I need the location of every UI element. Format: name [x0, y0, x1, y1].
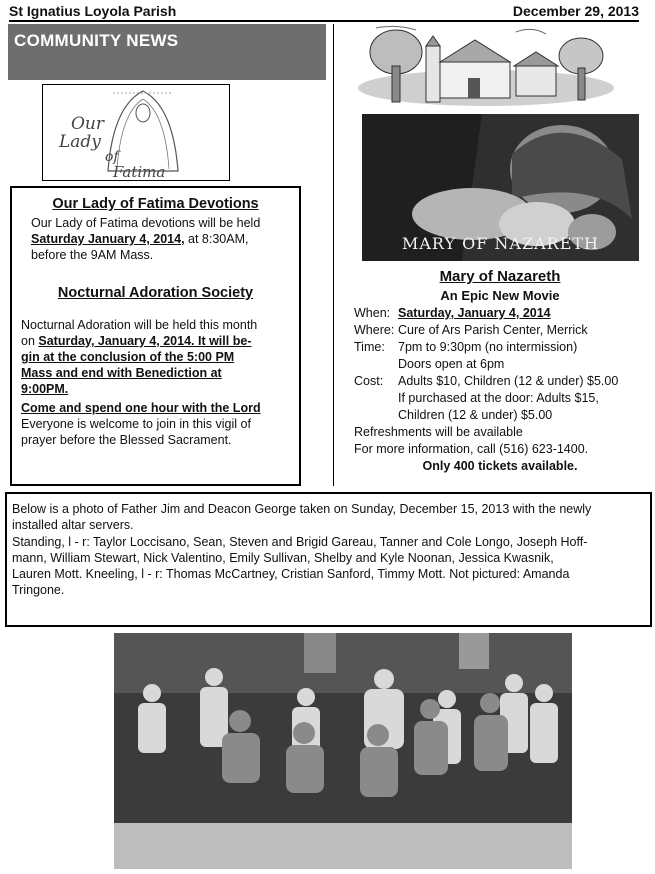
caption-line-1: Below is a photo of Father Jim and Deacon George taken on Sunday, December 15, 2013 with the newly — [12, 502, 592, 516]
when-label: When: — [354, 306, 391, 320]
time-label: Time: — [354, 340, 385, 354]
caption-line-5: Lauren Mott. Kneeling, l - r: Thomas McCartney, Cristian Sanford, Timmy Mott. Not pictured: Amanda — [12, 567, 570, 582]
cost-value-1: Adults $10, Children (12 & under) $5.00 — [398, 374, 619, 388]
movie-image-caption: MARY OF NAZARETH — [401, 234, 600, 253]
refreshments-note: Refreshments will be available — [354, 425, 523, 439]
adoration-line-5: 9:00PM. — [21, 382, 69, 396]
adoration-line-1: Nocturnal Adoration will be held this month — [21, 318, 258, 332]
where-value: Cure of Ars Parish Center, Merrick — [398, 323, 588, 337]
fatima-date: Saturday January 4, 2014, — [31, 232, 185, 246]
fatima-line-1: Our Lady of Fatima devotions will be held — [31, 216, 261, 230]
group-photo-illustration-icon — [114, 633, 572, 869]
adoration-date: Saturday, January 4, 2014. It will be- — [38, 334, 252, 348]
caption-line-4: mann, William Stewart, Nick Valentino, Emily Sullivan, Shelby and Kyle Noonan, Jessica Kwasnik, — [12, 550, 554, 565]
adoration-title: Nocturnal Adoration Society — [57, 285, 254, 301]
cost-value-2: If purchased at the door: Adults $15, — [398, 391, 599, 405]
adoration-line-8: prayer before the Blessed Sacrament. — [21, 433, 232, 447]
adoration-line-2 — [21, 333, 251, 349]
church-clipart — [356, 22, 618, 110]
column-divider — [333, 24, 334, 486]
tickets-note: Only 400 tickets available. — [422, 459, 578, 473]
when-value: Saturday, January 4, 2014 — [398, 306, 551, 320]
parish-name: St Ignatius Loyola Parish — [9, 3, 177, 19]
adoration-line-6: Come and spend one hour with the Lord — [21, 401, 261, 415]
fatima-line-3: before the 9AM Mass. — [31, 248, 154, 262]
movie-title: Mary of Nazareth — [439, 268, 561, 285]
time-value-1: 7pm to 9:30pm (no intermission) — [398, 340, 578, 354]
banner-title: COMMUNITY NEWS — [14, 31, 179, 50]
caption-line-2: installed altar servers. — [12, 518, 134, 533]
issue-date: December 29, 2013 — [512, 3, 639, 19]
altar-servers-caption-box — [5, 492, 652, 627]
logo-word-1: Our — [71, 114, 105, 134]
logo-word-2: Lady — [59, 132, 101, 152]
cost-label: Cost: — [354, 374, 384, 388]
where-label: Where: — [354, 323, 395, 337]
cost-value-3: Children (12 & under) $5.00 — [398, 408, 553, 422]
fatima-statue-icon — [43, 85, 229, 180]
logo-word-4: Fatima — [113, 163, 166, 180]
church-scene-icon — [356, 22, 618, 110]
adoration-line-4: Mass and end with Benediction at — [21, 366, 222, 380]
adoration-line-7: Everyone is welcome to join in this vigil of — [21, 417, 251, 431]
fatima-title: Our Lady of Fatima Devotions — [52, 196, 259, 212]
mary-of-nazareth-image — [362, 114, 639, 261]
more-info-phone: For more information, call (516) 623-1400. — [354, 442, 589, 456]
altar-servers-group-photo — [114, 633, 572, 869]
fatima-time: at 8:30AM, — [184, 232, 249, 246]
fatima-date-line — [31, 231, 249, 247]
fatima-logo-image — [42, 84, 230, 181]
adoration-line-3: gin at the conclusion of the 5:00 PM — [21, 350, 235, 364]
altar-servers-caption — [12, 501, 644, 599]
caption-line-3: Standing, l - r: Taylor Loccisano, Sean, Steven and Brigid Gareau, Tanner and Cole Longo, Joseph Hoff- — [12, 534, 588, 549]
movie-subtitle: An Epic New Movie — [440, 288, 560, 303]
time-value-2: Doors open at 6pm — [398, 357, 505, 371]
caption-line-6: Tringone. — [12, 583, 65, 598]
community-news-banner — [8, 24, 326, 80]
devotions-box — [10, 186, 301, 486]
logo-word-3: of — [105, 149, 119, 165]
adoration-line-2-prefix: on — [21, 334, 39, 348]
